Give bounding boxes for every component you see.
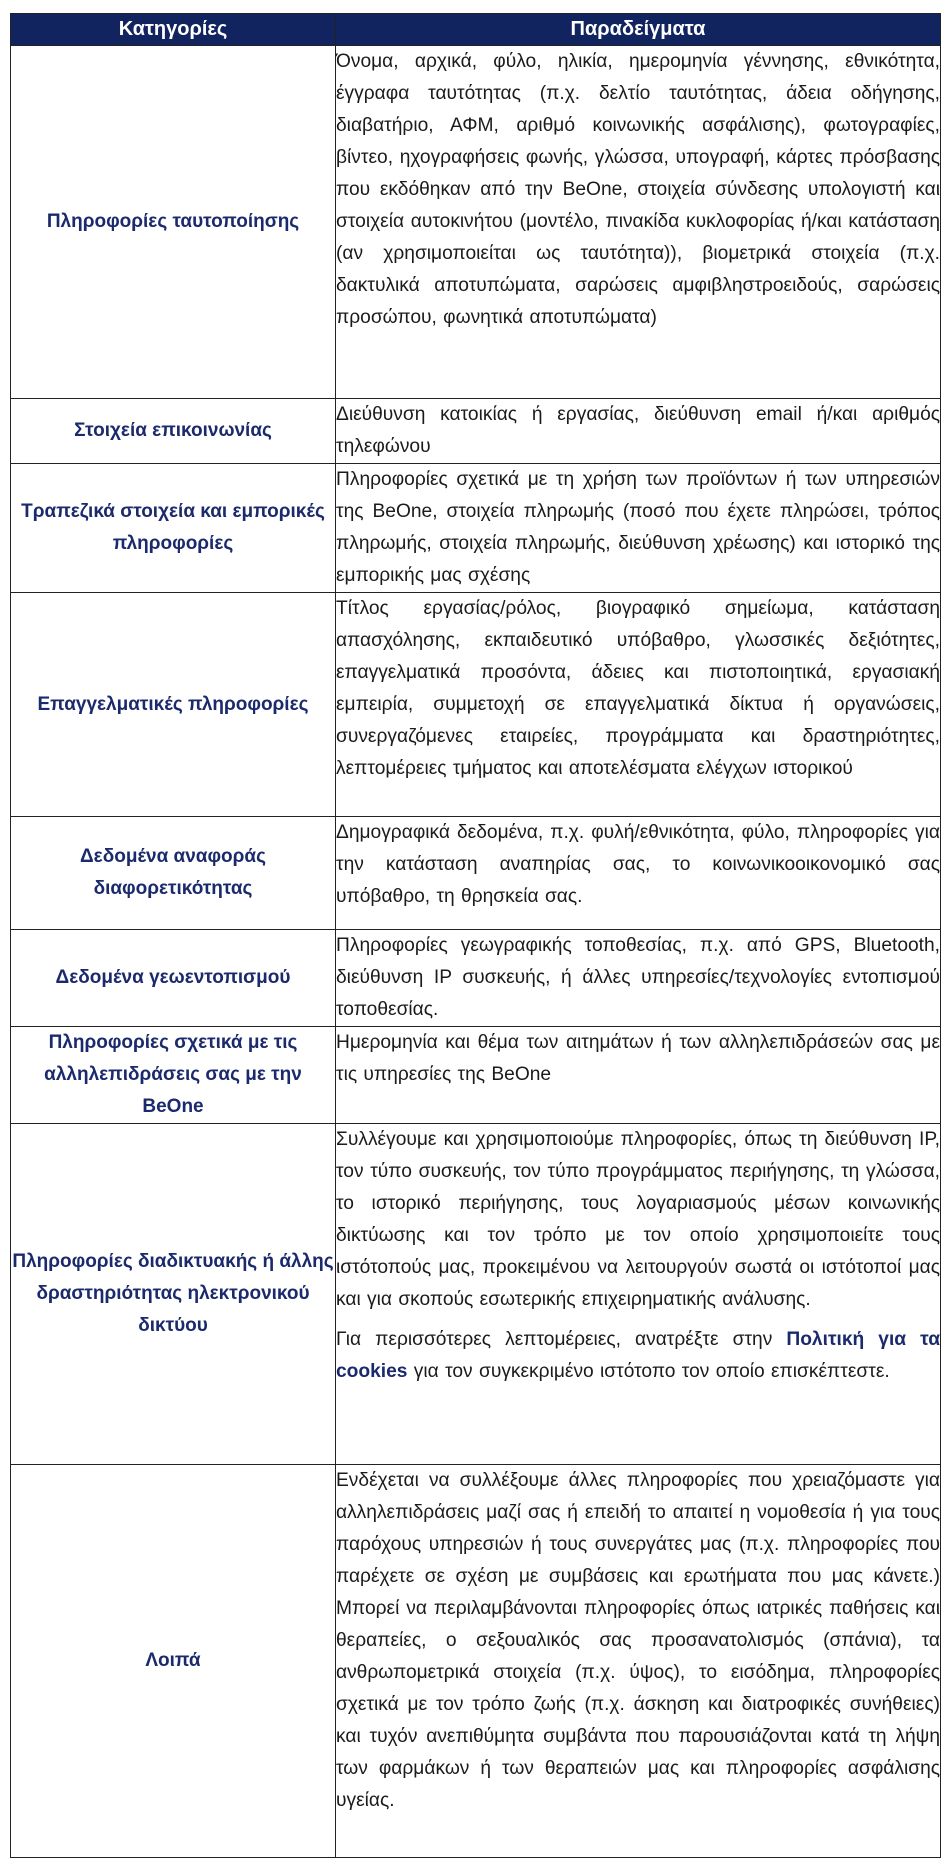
example-cell [336, 464, 941, 593]
cookie-note-prefix: Για περισσότερες λεπτομέρειες, ανατρέξτε στην [336, 1329, 787, 1350]
example-cell [336, 1465, 941, 1858]
category-cell: Πληροφορίες διαδικτυακής ή άλλης δραστηριότητας ηλεκτρονικού δικτύου [11, 1124, 336, 1465]
table-row [11, 593, 941, 817]
example-text: Πληροφορίες γεωγραφικής τοποθεσίας, π.χ. από GPS, Bluetooth, διεύθυνση IP συσκευής, ή άλλες υπηρεσίες/τεχνολογίες εντοπισμού τοποθεσίας. [336, 935, 940, 1020]
category-cell: Τραπεζικά στοιχεία και εμπορικές πληροφορίες [11, 464, 336, 593]
example-text: Πληροφορίες σχετικά με τη χρήση των προϊόντων ή των υπηρεσιών της BeOne, στοιχεία πληρωμής (ποσό που έχετε πληρώσει, τρόπος πληρωμής, στοιχεία πληρωμής, διεύθυνση χρέωσης) και ιστορικό της εμπορικής μας σχέσης [336, 469, 940, 586]
category-cell: Πληροφορίες ταυτοποίησης [11, 46, 336, 399]
category-cell: Στοιχεία επικοινωνίας [11, 399, 336, 464]
table-row [11, 817, 941, 930]
table-row [11, 1124, 941, 1465]
example-text: Τίτλος εργασίας/ρόλος, βιογραφικό σημείωμα, κατάσταση απασχόλησης, εκπαιδευτικό υπόβαθρο, γλωσσικές δεξιότητες, επαγγελματικά προσόντα, άδειες και πιστοποιητικά, εργασιακή εμπειρία, συμμετοχή σε επαγγελματικά δίκτυα ή οργανώσεις, συνεργαζόμενες εταιρείες, προγράμματα και δραστηριότητες, λεπτομέρειες τμήματος και αποτελέσματα ελέγχων ιστορικού [336, 598, 940, 779]
table-row [11, 46, 941, 399]
example-cell [336, 930, 941, 1027]
category-cell: Δεδομένα αναφοράς διαφορετικότητας [11, 817, 336, 930]
example-text: Όνομα, αρχικά, φύλο, ηλικία, ημερομηνία γέννησης, εθνικότητα, έγγραφα ταυτότητας (π.χ. δελτίο ταυτότητας, άδεια οδήγησης, διαβατήριο, ΑΦΜ, αριθμό κοινωνικής ασφάλισης), φωτογραφίες, βίντεο, ηχογραφήσεις φωνής, γλώσσα, υπογραφή, κάρτες πρόσβασης που εκδόθηκαν από την BeOne, στοιχεία σύνδεσης υπολογιστή και στοιχεία αυτοκινήτου (μοντέλο, πινακίδα κυκλοφορίας ή/και κατάσταση (αν χρησιμοποιείται ως ταυτότητα)), βιομετρικά στοιχεία (π.χ. δακτυλικά αποτυπώματα, σαρώσεις αμφιβληστροειδούς, σαρώσεις προσώπου, φωνητικά αποτυπώματα) [336, 51, 940, 328]
cookie-note [336, 1324, 940, 1388]
example-cell [336, 46, 941, 399]
example-text: Ημερομηνία και θέμα των αιτημάτων ή των αλληλεπιδράσεών σας με τις υπηρεσίες της BeOne [336, 1032, 940, 1085]
example-text: Ενδέχεται να συλλέξουμε άλλες πληροφορίες που χρειαζόμαστε για αλληλεπιδράσεις μαζί σας ή επειδή το απαιτεί η νομοθεσία ή για τους παρόχους υπηρεσιών ή τους συνεργάτες μας (π.χ. πληροφορίες που παρέχετε σε σχέση με συμβάσεις και ερωτήματα που μας κάνετε.) Μπορεί να περιλαμβάνονται πληροφορίες όπως ιατρικές παθήσεις και θεραπείες, ο σεξουαλικός σας προσανατολισμός (σπάνια), τα ανθρωπομετρικά στοιχεία (π.χ. ύψος), το εισόδημα, πληροφορίες σχετικά με τον τρόπο ζωής (π.χ. άσκηση και διατροφικές συνήθειες) και τυχόν ανεπιθύμητα συμβάντα που παρουσιάζονται κατά τη λήψη των φαρμάκων ή των θεραπειών μας και πληροφορίες ασφάλισης υγείας. [336, 1470, 940, 1811]
example-cell [336, 817, 941, 930]
table-row [11, 399, 941, 464]
table-row [11, 464, 941, 593]
example-text: Διεύθυνση κατοικίας ή εργασίας, διεύθυνση email ή/και αριθμός τηλεφώνου [336, 404, 940, 457]
category-cell: Δεδομένα γεωεντοπισμού [11, 930, 336, 1027]
cookie-note-suffix: για τον συγκεκριμένο ιστότοπο τον οποίο επισκέπτεστε. [407, 1361, 890, 1382]
header-examples: Παραδείγματα [336, 14, 941, 46]
example-text: Συλλέγουμε και χρησιμοποιούμε πληροφορίες, όπως τη διεύθυνση IP, τον τύπο συσκευής, τον τύπο προγράμματος περιήγησης, τη γλώσσα, το ιστορικό περιήγησης, τους λογαριασμούς μέσων κοινωνικής δικτύωσης και τον τρόπο με τον οποίο χρησιμοποιείτε τους ιστότοπούς μας, προκειμένου να λειτουργούν σωστά οι ιστότοποί μας και για σκοπούς εσωτερικής επιχειρηματικής ανάλυσης. [336, 1129, 940, 1310]
example-cell [336, 399, 941, 464]
table-header-row [11, 14, 941, 46]
table-row [11, 1465, 941, 1858]
example-cell [336, 1027, 941, 1124]
cookie-policy-link[interactable]: Πολιτική για τα cookies [336, 1329, 940, 1382]
example-text: Δημογραφικά δεδομένα, π.χ. φυλή/εθνικότητα, φύλο, πληροφορίες για την κατάσταση αναπηρίας σας, το κοινωνικοοικονομικό σας υπόβαθρο, τη θρησκεία σας. [336, 822, 940, 907]
table-row [11, 930, 941, 1027]
table-row [11, 1027, 941, 1124]
category-cell: Πληροφορίες σχετικά με τις αλληλεπιδράσεις σας με την BeOne [11, 1027, 336, 1124]
data-categories-table [10, 13, 941, 1858]
category-cell: Λοιπά [11, 1465, 336, 1858]
category-cell: Επαγγελματικές πληροφορίες [11, 593, 336, 817]
example-cell [336, 593, 941, 817]
example-cell [336, 1124, 941, 1465]
header-categories: Κατηγορίες [11, 14, 336, 46]
